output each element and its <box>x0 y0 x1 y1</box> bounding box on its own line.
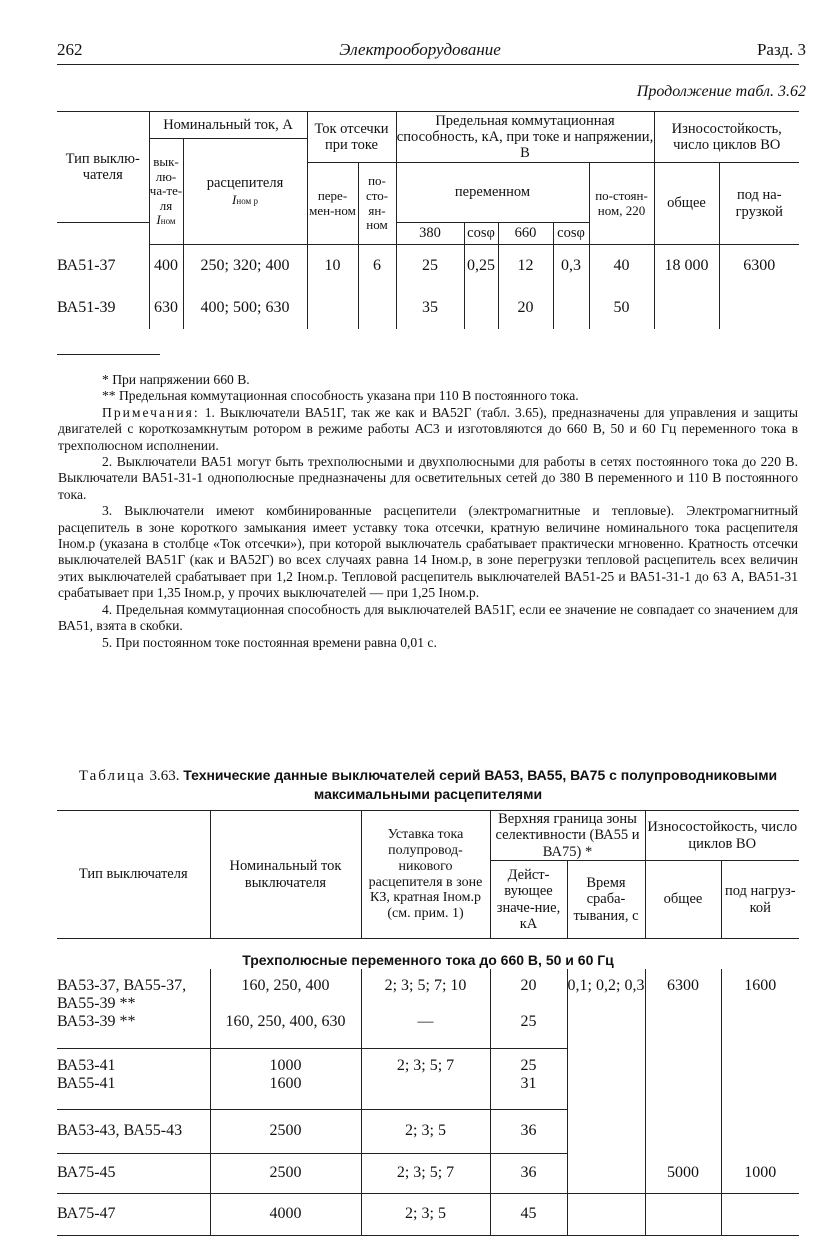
header-time: Время сраба-тывания, с <box>567 861 645 939</box>
header-cap-cos1: cosφ <box>464 223 498 245</box>
header-cutoff-dc: по-сто-ян-ном <box>358 163 396 245</box>
note-5: 5. При постоянном токе постоянная времени равна 0,01 с. <box>102 634 437 650</box>
header-upper: Верхняя граница зоны селективности (ВА55 и ВА75) * <box>490 811 645 861</box>
header-cutoff: Ток отсечки при токе <box>307 112 396 163</box>
header-rule <box>57 64 799 65</box>
header-cap-dc: по-стоян-ном, 220 <box>589 163 654 245</box>
table-title: Таблица 3.63. Технические данные выключателей серий ВА53, ВА55, ВА75 с полупроводниковыми максимальными расцепителями <box>78 767 778 802</box>
table-row: ВА51-37 400 250; 320; 400 10 6 25 0,25 12 0,3 40 18 000 6300 <box>57 245 799 288</box>
header-wear: Износостойкость, число циклов ВО <box>645 811 799 861</box>
header-setting: Уставка тока полупровод-никового расцепителя в зоне КЗ, кратная Iном.р (см. прим. 1) <box>361 811 490 939</box>
page-number: 262 <box>57 40 83 59</box>
notes-block <box>58 372 798 651</box>
header-cap-380: 380 <box>396 223 464 245</box>
footnote-2: ** Предельная коммутационная способность указана при 110 В постоянного тока. <box>102 388 579 404</box>
note-2: 2. Выключатели ВА51 могут быть трехполюсными и двухполюсными для работы в сетях постоянного тока до 220 В. Выключатели ВА51-31-1 однополюсные предназначены для осветительных сетей до 380 В переменного и 110 В постоянного тока. <box>58 454 798 502</box>
header-cutoff-ac: пере-мен-ном <box>307 163 358 245</box>
note-3: 3. Выключатели имеют комбинированные расцепители (электромагнитные и тепловые). Электромагнитный расцепитель в зоне короткого замыкания имеет уставку тока отсечки, кратную величине номинального тока расцепителя Iном.р (указана в столбце «Ток отсечки»), при которой выключатель срабатывает практически мгновенно. Кратность отсечки выключателей ВА51Г (как и ВА52Г) во всех случаях равна 14 Iном.р, в зоне перегрузки тепловой расцепитель всех величин этих выключателей срабатывает при 1,2 Iном.р. Тепловой расцепитель выключателей ВА51-25 и ВА51-31-1 до 63 А, ВА51-31 срабатывает при 1,35 Iном.р, у прочих выключателей — при 1,25 Iном.р. <box>58 503 798 601</box>
table-row: ВА53-39 ** 160, 250, 400, 630 — 25 <box>57 1013 799 1049</box>
header-load: под нагруз-кой <box>721 861 799 939</box>
header-wear-load: под на-грузкой <box>719 163 799 245</box>
header-actual: Дейст-вующее значе-ние, кА <box>490 861 567 939</box>
table-row: ВА51-39 630 400; 500; 630 35 20 50 <box>57 287 799 329</box>
header-wear-total: общее <box>654 163 719 245</box>
header-capacity: Предельная коммутационная способность, кА, при токе и напряжении, В <box>396 112 654 162</box>
table-3-63 <box>57 810 799 1236</box>
table-3-62 <box>57 111 799 329</box>
header-type: Тип выключателя <box>57 811 210 939</box>
table-row: ВА53-41 1000 2; 3; 5; 7 25 <box>57 1049 799 1075</box>
header-cap-ac: переменном <box>396 163 589 223</box>
section-label: Разд. 3 <box>756 40 806 59</box>
table-row: ВА53-43, ВА55-43 2500 2; 3; 5 36 <box>57 1109 799 1153</box>
note-1: Примечания: 1. Выключатели ВА51Г, так же как и ВА52Г (табл. 3.65), предназначены для управления и защиты двигателей с короткозамкнутым ротором в режиме работы АС3 и изготовляются до 660 В, 50 и 60 Гц переменного тока в трехполюсном исполнении. <box>58 404 798 453</box>
header-total: общее <box>645 861 721 939</box>
table-row: ВА75-47 4000 2; 3; 5 45 <box>57 1193 799 1235</box>
table-continuation: Продолжение табл. 3.62 <box>636 83 806 100</box>
note-4: 4. Предельная коммутационная способность для выключателей ВА51Г, если ее значение не совпадает со значением для ВА51, взята в скобки. <box>58 601 798 634</box>
header-type: Тип выклю-чателя <box>57 112 149 223</box>
footnote-rule <box>57 354 160 355</box>
table-row: ВА53-37, ВА55-37, ВА55-39 ** 160, 250, 400 2; 3; 5; 7; 10 20 0,1; 0,2; 0,3 6300 1600 <box>57 969 799 1013</box>
table-row: ВА55-41 1600 31 <box>57 1075 799 1109</box>
header-release: расцепителя Iном р <box>183 139 307 245</box>
table-row: ВА75-45 2500 2; 3; 5; 7 36 5000 1000 <box>57 1153 799 1193</box>
header-nominal-current: Номинальный ток, А <box>149 112 307 139</box>
header-wear: Износостойкость, число циклов ВО <box>654 112 799 163</box>
header-breaker: вык-лю-ча-те-ля Iном <box>149 139 183 245</box>
running-title: Электрооборудование <box>339 40 501 59</box>
footnote-1: * При напряжении 660 В. <box>102 372 250 387</box>
header-cap-660: 660 <box>498 223 553 245</box>
section-heading: Трехполюсные переменного тока до 660 В, 50 и 60 Гц <box>242 952 614 969</box>
header-nominal: Номинальный ток выключателя <box>210 811 361 939</box>
header-cap-cos2: cosφ <box>553 223 589 245</box>
